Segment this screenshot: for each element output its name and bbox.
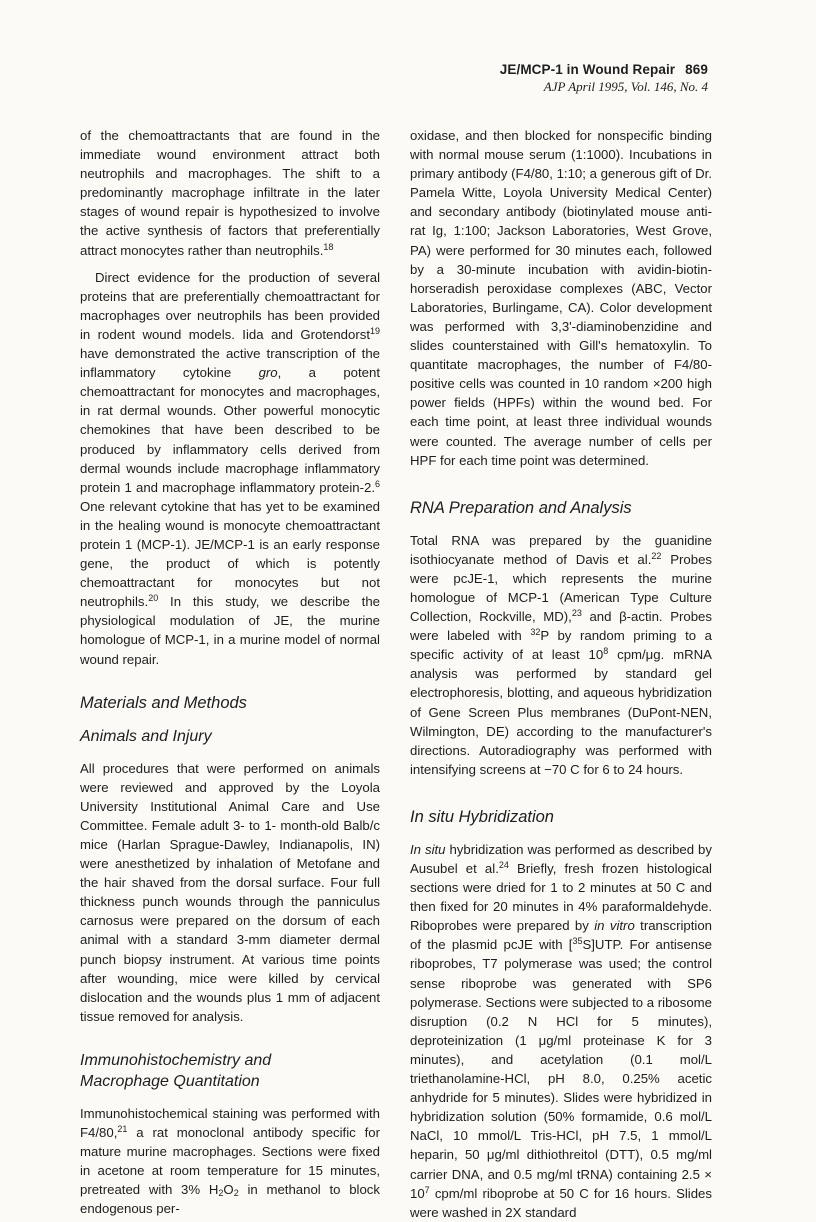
journal-citation: AJP April 1995, Vol. 146, No. 4 bbox=[543, 79, 708, 94]
citation-ref: 20 bbox=[148, 593, 159, 604]
citation-ref: 18 bbox=[323, 241, 334, 252]
right-column bbox=[410, 126, 712, 1222]
page-number: 869 bbox=[685, 62, 708, 77]
citation-ref: 6 bbox=[374, 478, 380, 489]
citation-ref: 19 bbox=[369, 325, 380, 336]
subsection-heading-immunohistochemistry: Immunohistochemistry and Macrophage Quantitation bbox=[80, 1051, 272, 1090]
citation-ref: 23 bbox=[571, 608, 582, 619]
running-title-line bbox=[500, 62, 708, 77]
section-heading-materials-methods: Materials and Methods bbox=[80, 693, 247, 712]
section-heading-rna-preparation: RNA Preparation and Analysis bbox=[410, 498, 632, 517]
immunohistochemistry-paragraph-continued: oxidase, and then blocked for nonspecific binding with normal mouse serum (1:1000). Incubations in primary antibody (F4/80, 1:10; a generous gift of Dr. Pamela Witte, Loyola University Medical Center) and secondary antibody (biotinylated mouse anti-rat Ig, 1:100; Jackson Laboratories, West Grove, PA) were performed for 30 minutes each, followed by a 30-minute incubation with avidin-biotin-horseradish peroxidase complexes (ABC, Vector Laboratories, Burlingame, CA). Color development was performed with 3,3'-diaminobenzidine and slides counterstained with Gill's hematoxylin. To quantitate macrophages, the number of F4/80-positive cells was counted in 10 random ×200 high power fields (HPFs) within the wound bed. For each time point, at least three individual wounds were counted. The average number of cells per HPF for each time point was determined. bbox=[410, 128, 713, 468]
in-situ-paragraph: In situ hybridization was performed as described by Ausubel et al.$^{24}$ Briefly, fresh frozen histological sections were dried for 1 to 2 minutes at 50 C and then fixed for 20 minutes in 4% paraformaldehyde. Riboprobes were prepared by in vitro transcription of the plasmid pcJE with [$^{35}$S]UTP. For antisense riboprobes, T7 polymerase was used; the control sense riboprobe was generated with SP6 polymerase. Sections were subjected to a ribosome disruption (0.2 N HCl for 5 minutes), deproteinization (1 μg/ml proteinase K for 3 minutes), and acetylation (0.1 mol/L triethanolamine-HCl, pH 8.0, 0.25% acetic anhydride for 5 minutes). Slides were hybridized in hybridization solution (50% formamide, 0.6 mol/L NaCl, 10 mmol/L Tris-HCl, pH 7.5, 1 mmol/L heparin, 50 μg/ml dithiothreitol (DTT), 0.5 mg/ml carrier DNA, and 0.5 mg/ml tRNA) containing $2.5 \times 10^7$ cpm/ml riboprobe at 50 C for 16 hours. Slides were washed in 2X standard bbox=[410, 841, 712, 1220]
animals-paragraph: All procedures that were performed on animals were reviewed and approved by the Loyola University Institutional Animal Care and Use Committee. Female adult 3- to 1- month-old Balb/c mice (Harlan Sprague-Dawley, Indianapolis, IN) were anesthetized by inhalation of Metofane and the hair shaved from the dorsal surface. Four full thickness punch wounds through the panniculus carnosus were prepared on the dorsum of each animal with a standard 3-mm diameter dermal punch biopsy instrument. At various time points after wounding, mice were killed by cervical dislocation and the wounds plus 1 mm of adjacent tissue removed for analysis. bbox=[80, 760, 380, 1024]
running-header bbox=[500, 62, 708, 95]
running-title: JE/MCP-1 in Wound Repair bbox=[499, 62, 676, 77]
rna-paragraph: Total RNA was prepared by the guanidine isothiocyanate method of Davis et al.$^{22}$ Probes were pcJE-1, which represents the murine homologue of MCP-1 (American Type Culture Collection, Rockville, MD),$^{23}$ and β-actin. Probes were labeled with $^{32}$P by random priming to a specific activity of at least $10^8$ cpm/μg. mRNA analysis was performed by standard gel electrophoresis, blotting, and aqueous hybridization of Gene Screen Plus membranes (DuPont-NEN, Wilmington, DE) according to the manufacturer's directions. Autoradiography was performed with intensifying screens at −70 C for 6 to 24 hours. bbox=[410, 532, 713, 777]
left-column bbox=[80, 126, 380, 1219]
citation-ref: 22 bbox=[651, 550, 662, 561]
citation-ref: 24 bbox=[498, 860, 509, 870]
subsection-heading-animals: Animals and Injury bbox=[80, 727, 212, 745]
immunohistochemistry-paragraph: Immunohistochemical staining was performed with F4/80,21 a rat monoclonal antibody specific for mature murine macrophages. Sections were fixed in acetone at room temperature for 15 minutes, pretreated with 3% $H_2O_2$ in methanol to block endogenous per- bbox=[80, 1105, 380, 1217]
intro-paragraph-continued: of the chemoattractants that are found in the immediate wound environment attract both neutrophils and macrophages. The shift to a predominantly macrophage infiltrate in the later stages of wound repair is hypothesized to involve the active synthesis of factors that preferentially attract monocytes rather than neutrophils.$^{18}$ bbox=[80, 128, 380, 258]
section-heading-in-situ-hybridization: In situ Hybridization bbox=[410, 807, 554, 826]
citation-ref: 21 bbox=[117, 1124, 128, 1135]
intro-paragraph-evidence: Direct evidence for the production of several proteins that are preferentially chemoattractant for macrophages over neutrophils has been provided in rodent wound models. Iida and Grotendorst$^{19}$ have demonstrated the active transcription of the inflammatory cytokine gro, a potent chemoattractant for monocytes and macrophages, in rat dermal wounds. Other powerful monocytic chemokines that have been described to be produced by inflammatory cells derived from dermal wounds include macrophage inflammatory protein 1 and macrophage inflammatory protein-2.$^6$ One relevant cytokine that has yet to be examined in the healing wound is monocyte chemoattractant protein 1 (MCP-1). JE/MCP-1 is an early response gene, the product of which is potently chemoattractant for monocytes but not neutrophils.$^{20}$ In this study, we describe the physiological modulation of JE, the murine homologue of MCP-1, in a murine model of normal wound repair. bbox=[80, 269, 380, 667]
